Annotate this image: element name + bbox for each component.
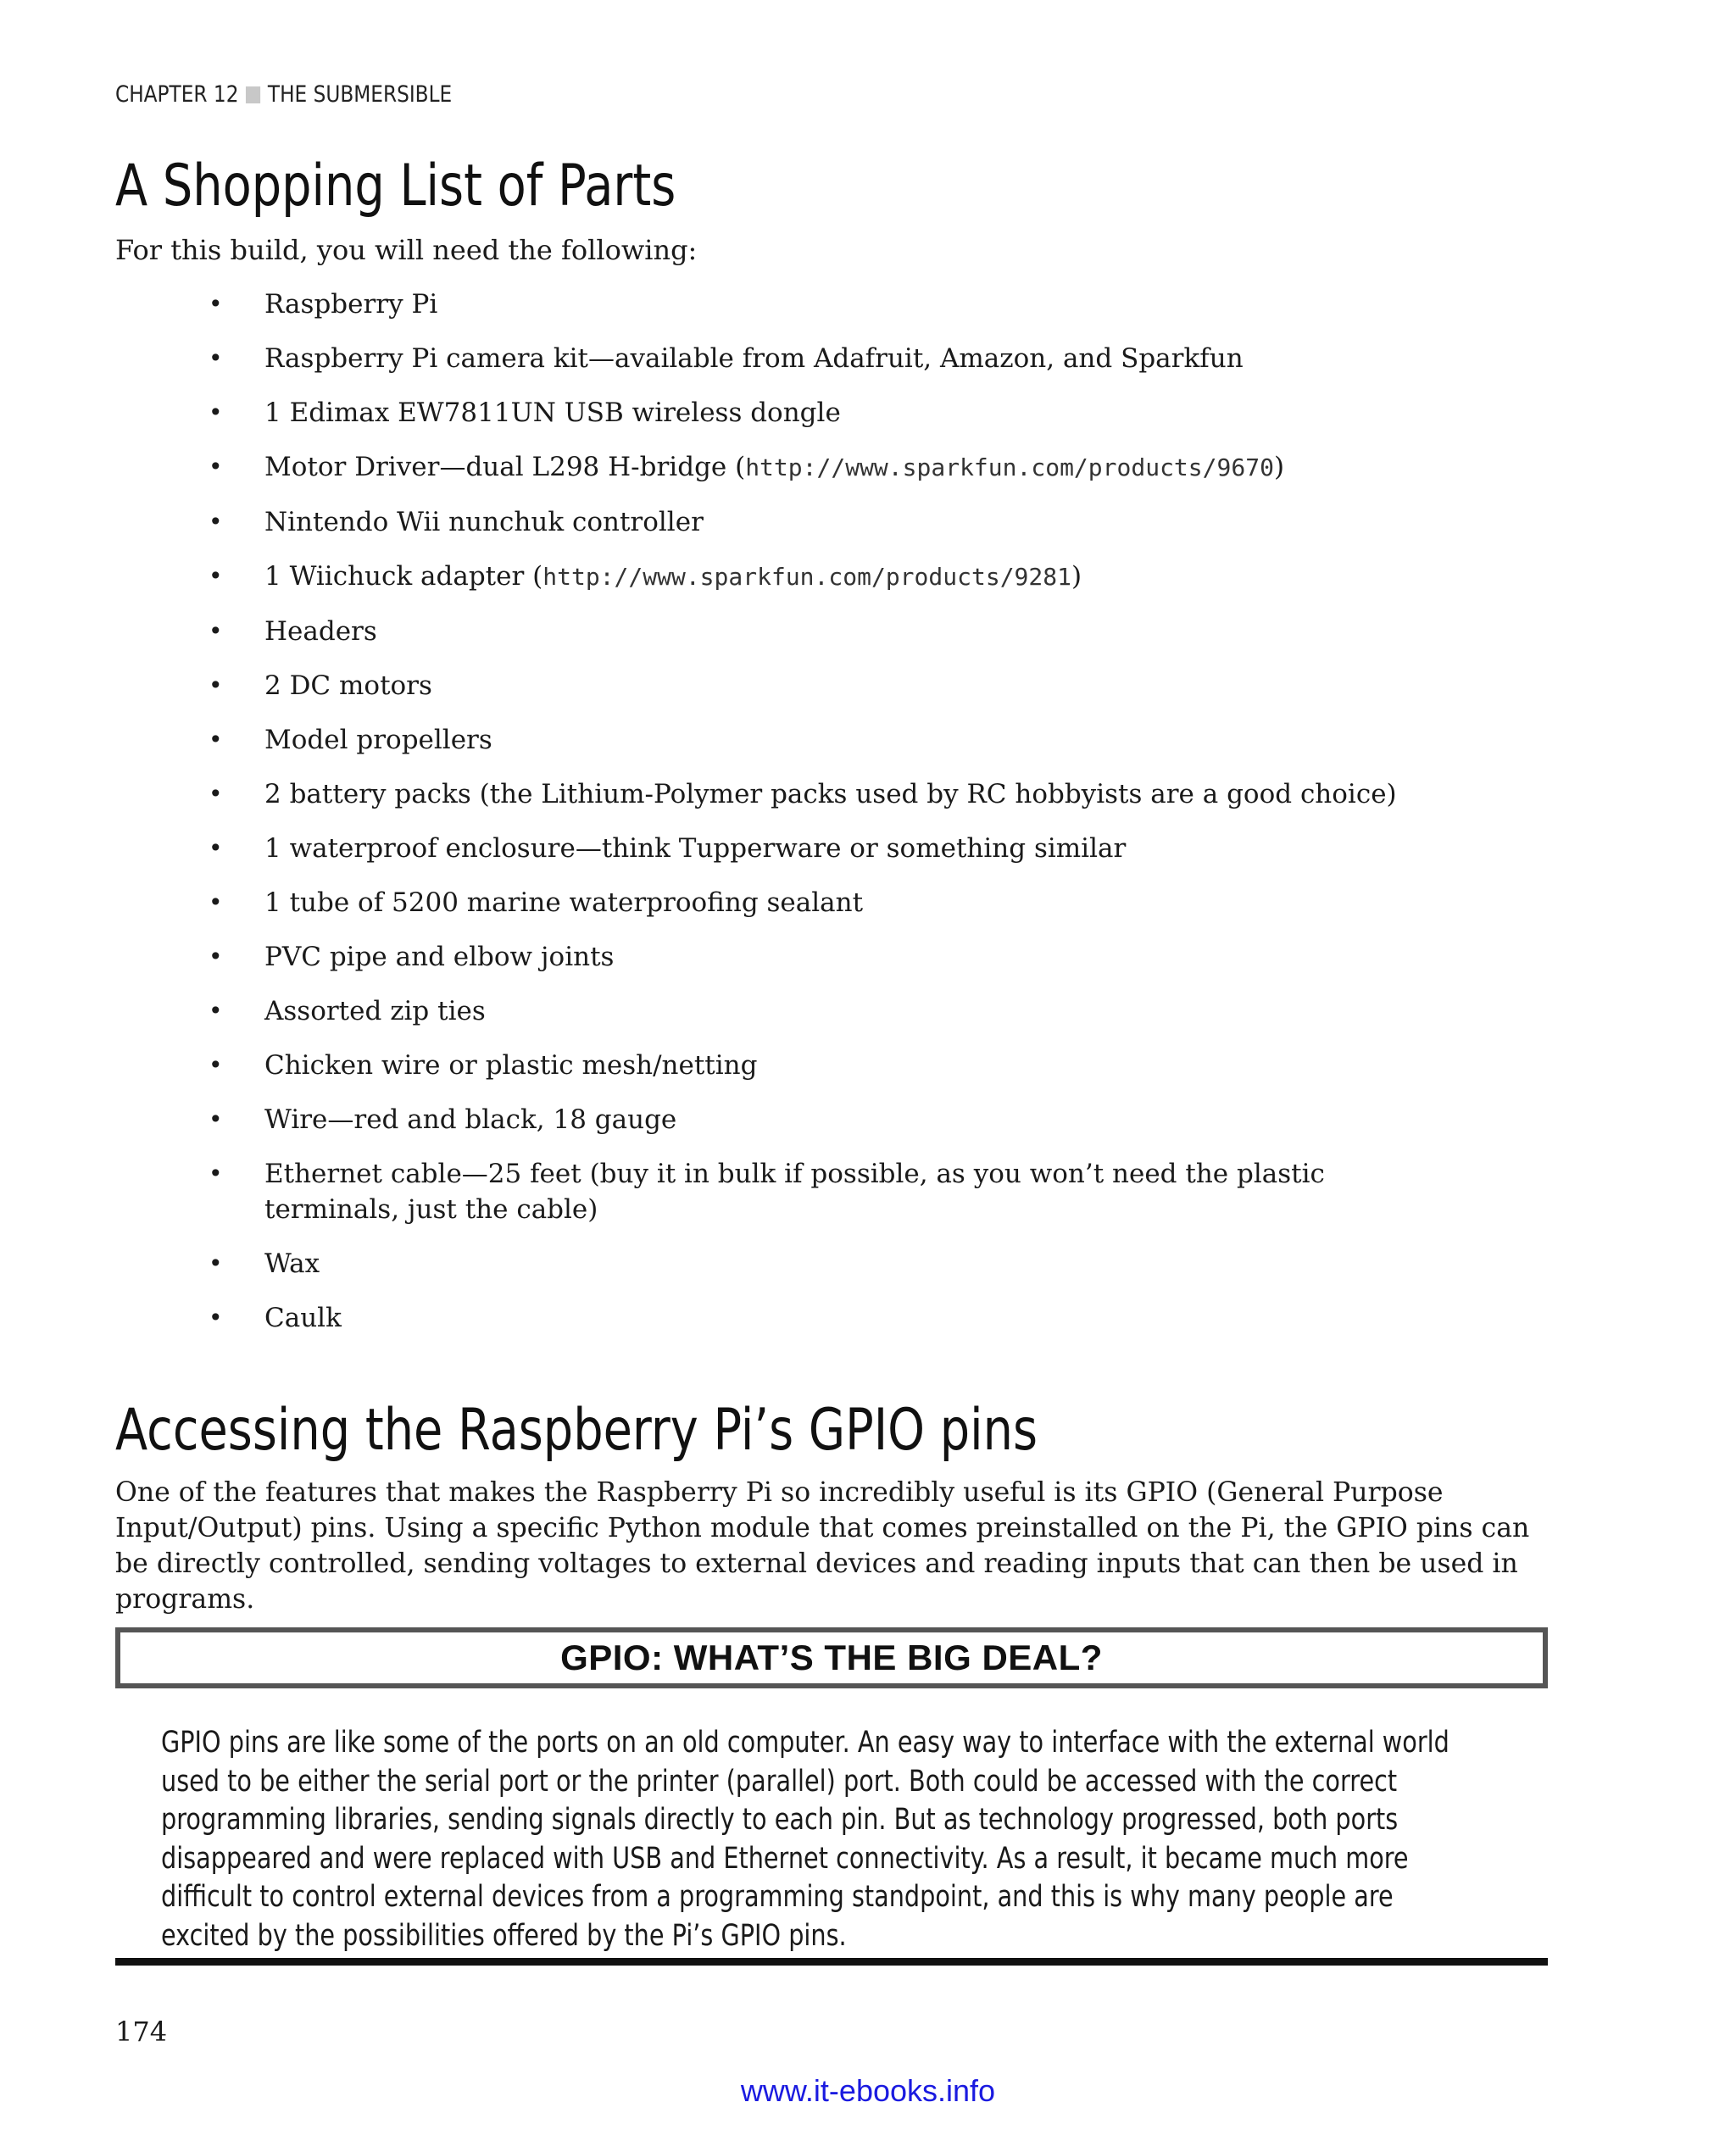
bullet-icon: • (209, 453, 223, 481)
list-item-text: Wire—red and black, 18 gauge (264, 1104, 677, 1135)
list-item (115, 1246, 1438, 1282)
list-item (115, 286, 1438, 322)
bullet-icon: • (209, 1249, 223, 1277)
list-item-content (264, 668, 432, 703)
shopping-list-intro: For this build, you will need the following: (115, 234, 698, 266)
list-item-content (264, 504, 704, 540)
sidebar-heading-box (115, 1627, 1548, 1688)
list-item-text: 1 waterproof enclosure—think Tupperware or something similar (264, 833, 1127, 864)
list-item-text: Nintendo Wii nunchuk controller (264, 507, 704, 537)
list-item-text: Raspberry Pi camera kit—available from Adafruit, Amazon, and Sparkfun (264, 343, 1244, 374)
footer-website-link[interactable]: www.it-ebooks.info (740, 2073, 996, 2108)
list-item-text: Chicken wire or plastic mesh/netting (264, 1050, 758, 1081)
list-item-text: Raspberry Pi (264, 289, 438, 320)
bullet-icon: • (209, 562, 223, 590)
bullet-icon: • (209, 617, 223, 645)
list-item (115, 776, 1438, 812)
list-item-content (264, 559, 1082, 595)
list-item-url[interactable]: http://www.sparkfun.com/products/9281 (542, 563, 1071, 591)
list-item-content (264, 449, 1284, 486)
bullet-icon: • (209, 671, 223, 699)
list-item-content (264, 831, 1126, 866)
list-item-text: 1 Edimax EW7811UN USB wireless dongle (264, 398, 841, 428)
list-item-content (264, 939, 614, 975)
list-item (115, 939, 1438, 975)
list-item (115, 614, 1438, 649)
running-header (115, 81, 452, 108)
list-item (115, 395, 1438, 431)
bullet-icon: • (209, 1105, 223, 1133)
bullet-icon: • (209, 1051, 223, 1079)
list-item (115, 668, 1438, 703)
list-item-content (264, 1246, 320, 1282)
list-item-text: 1 Wiichuck adapter ( (264, 561, 543, 592)
bullet-icon: • (209, 1159, 223, 1187)
bullet-icon: • (209, 398, 223, 426)
list-item-suffix: ) (1273, 452, 1285, 482)
bullet-icon: • (209, 1304, 223, 1332)
section-title-shopping-list: A Shopping List of Parts (115, 153, 676, 220)
list-item-content (264, 1300, 342, 1336)
list-item-text: Caulk (264, 1303, 342, 1333)
section-title-gpio: Accessing the Raspberry Pi’s GPIO pins (115, 1397, 1038, 1464)
sidebar-bottom-rule (115, 1958, 1548, 1966)
square-separator-icon (246, 86, 260, 103)
list-item-text: Assorted zip ties (264, 996, 486, 1026)
list-item-content (264, 1102, 676, 1137)
parts-list (115, 286, 1438, 1354)
bullet-icon: • (209, 943, 223, 970)
gpio-paragraph: One of the features that makes the Raspberry Pi so incredibly useful is its GPIO (General Purpose Input/Output) pins. Using a specific Python module that comes preinstalled on the Pi, the GPIO pins can be directly controlled, sending voltages to external devices and reading inputs that can then be used in programs. (115, 1477, 1530, 1615)
chapter-number: CHAPTER 12 (115, 81, 239, 108)
list-item-text: Headers (264, 616, 377, 647)
list-item-text: PVC pipe and elbow joints (264, 942, 615, 972)
list-item (115, 993, 1438, 1029)
sidebar-text: GPIO pins are like some of the ports on an old computer. An easy way to interface with the external world used to be either the serial port or the printer (parallel) port. Both could be accessed with the correct programming libraries, sending signals directly to each pin. But as technology progressed, both ports disappeared and were replaced with USB and Ethernet connectivity. As a result, it became much more difficult to control external devices from a programming standpoint, and this is why many people are excited by the possibilities offered by the Pi’s GPIO pins. (161, 1726, 1449, 1953)
bullet-icon: • (209, 888, 223, 916)
list-item (115, 1102, 1438, 1137)
list-item-content (264, 722, 492, 758)
list-item-url[interactable]: http://www.sparkfun.com/products/9670 (745, 453, 1274, 481)
list-item-content (264, 993, 486, 1029)
list-item-text: 1 tube of 5200 marine waterproofing sealant (264, 887, 864, 918)
page-number: 174 (115, 2016, 168, 2048)
list-item-content (264, 286, 437, 322)
list-item-text: Model propellers (264, 725, 492, 755)
list-item-content (264, 395, 841, 431)
list-item-content (264, 776, 1397, 812)
list-item-text: 2 DC motors (264, 670, 432, 701)
bullet-icon: • (209, 780, 223, 808)
list-item (115, 449, 1438, 486)
bullet-icon: • (209, 834, 223, 862)
bullet-icon: • (209, 726, 223, 754)
list-item (115, 504, 1438, 540)
list-item-content (264, 341, 1244, 376)
list-item-suffix: ) (1071, 561, 1082, 592)
list-item-text: 2 battery packs (the Lithium-Polymer packs used by RC hobbyists are a good choice) (264, 779, 1397, 809)
list-item-text: Motor Driver—dual L298 H-bridge ( (264, 452, 746, 482)
list-item (115, 341, 1438, 376)
chapter-title: THE SUBMERSIBLE (267, 81, 453, 108)
list-item-text: Ethernet cable—25 feet (buy it in bulk if possible, as you won’t need the plastic terminals, just the cable) (264, 1159, 1325, 1225)
list-item (115, 1048, 1438, 1083)
list-item-content (264, 614, 377, 649)
sidebar-title: GPIO: WHAT’S THE BIG DEAL? (560, 1638, 1103, 1677)
bullet-icon: • (209, 290, 223, 318)
list-item (115, 559, 1438, 595)
list-item-content (264, 1048, 757, 1083)
list-item (115, 831, 1438, 866)
list-item-text: Wax (264, 1248, 320, 1279)
list-item (115, 885, 1438, 920)
bullet-icon: • (209, 344, 223, 372)
bullet-icon: • (209, 997, 223, 1025)
list-item (115, 1156, 1438, 1227)
list-item-content (264, 1156, 1438, 1227)
list-item-content (264, 885, 863, 920)
list-item (115, 1300, 1438, 1336)
bullet-icon: • (209, 508, 223, 536)
list-item (115, 722, 1438, 758)
